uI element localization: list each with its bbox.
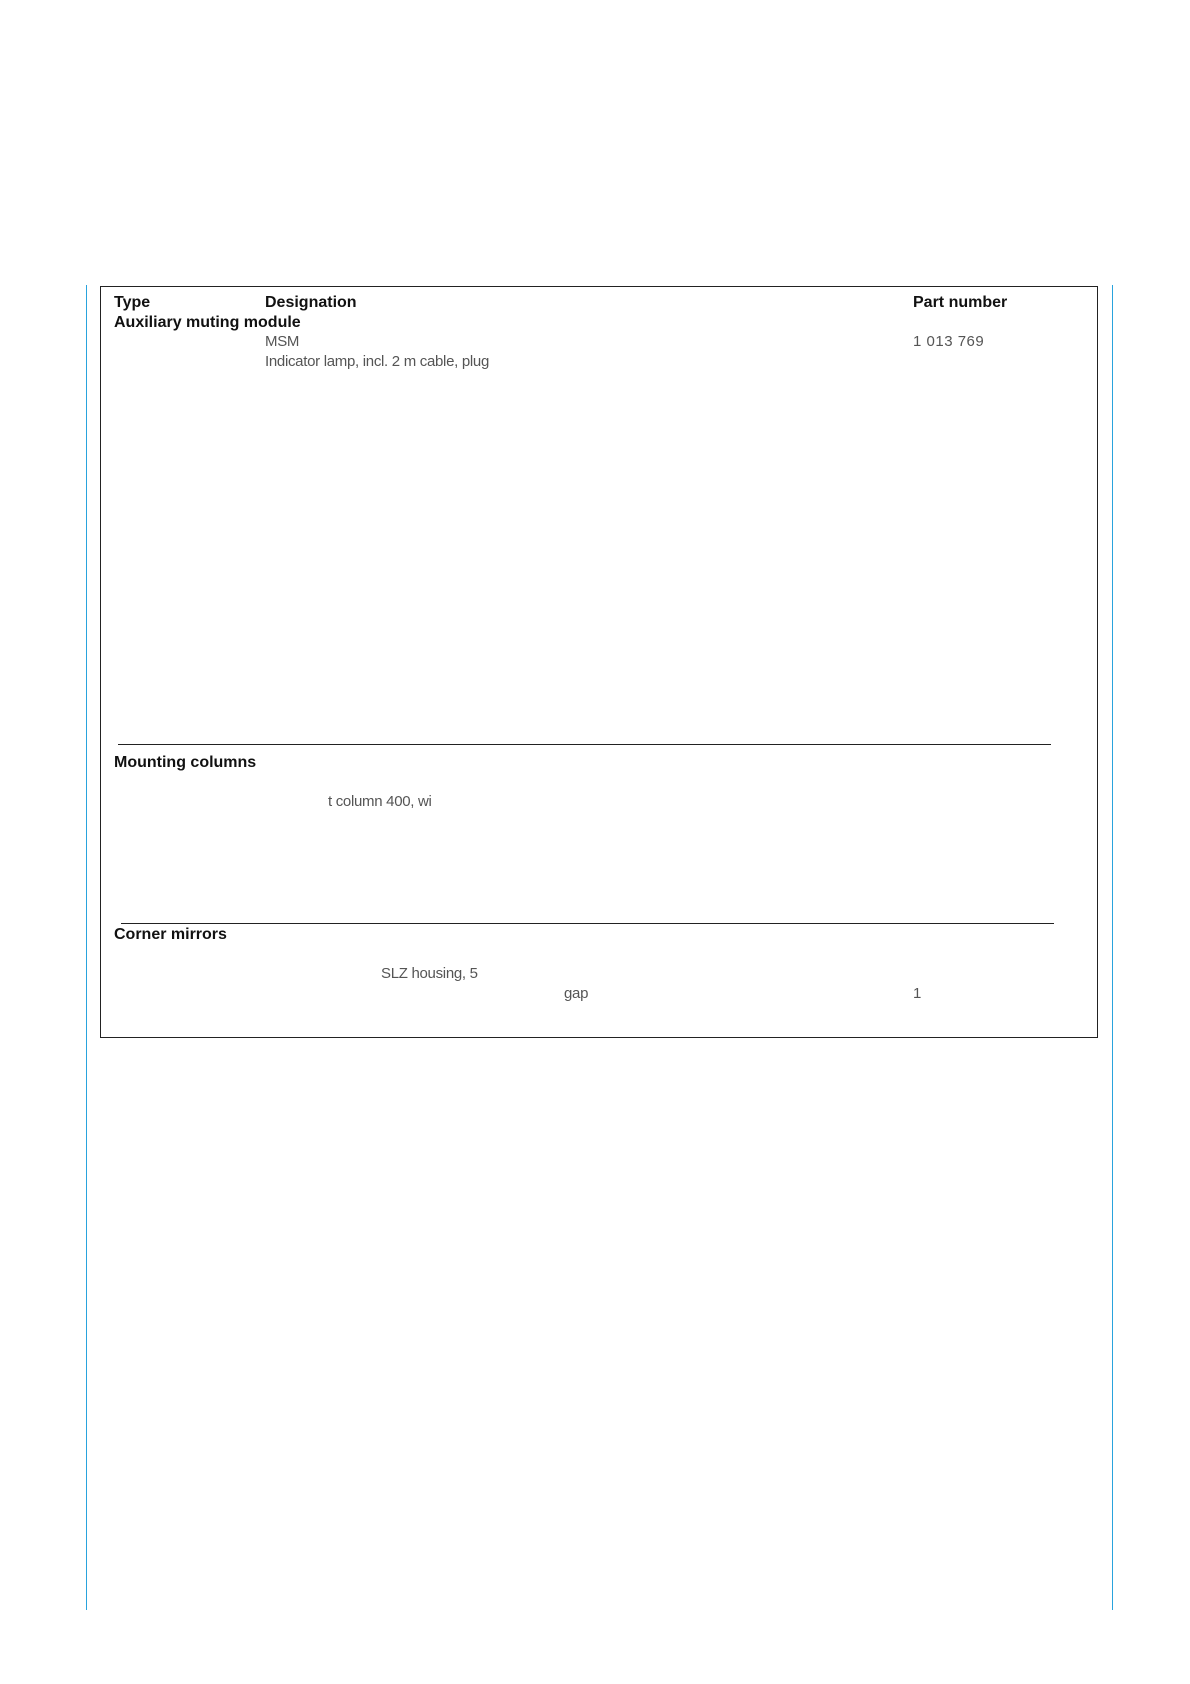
header-type: Type: [114, 294, 151, 311]
right-margin-rule: [1112, 285, 1113, 1610]
designation-cell: MSM: [265, 333, 300, 350]
part-number-cell: 1 013 769: [913, 333, 985, 350]
accessories-table: [100, 286, 1098, 1038]
header-designation: Designation: [265, 294, 357, 311]
designation-cell: SLZ housing, 5: [381, 965, 478, 982]
section-title-mounting-columns: Mounting columns: [114, 754, 257, 771]
section-title-auxiliary-muting-module: Auxiliary muting module: [114, 314, 301, 331]
designation-cell: gap: [564, 985, 589, 1002]
section-divider: [121, 923, 1054, 924]
designation-cell: Indicator lamp, incl. 2 m cable, plug: [265, 353, 490, 370]
section-divider: [118, 744, 1051, 745]
designation-cell: t column 400, wi: [328, 793, 432, 810]
section-title-corner-mirrors: Corner mirrors: [114, 926, 227, 943]
left-margin-rule: [86, 285, 87, 1610]
part-number-cell: 1: [913, 985, 922, 1002]
header-part-number: Part number: [913, 294, 1008, 311]
